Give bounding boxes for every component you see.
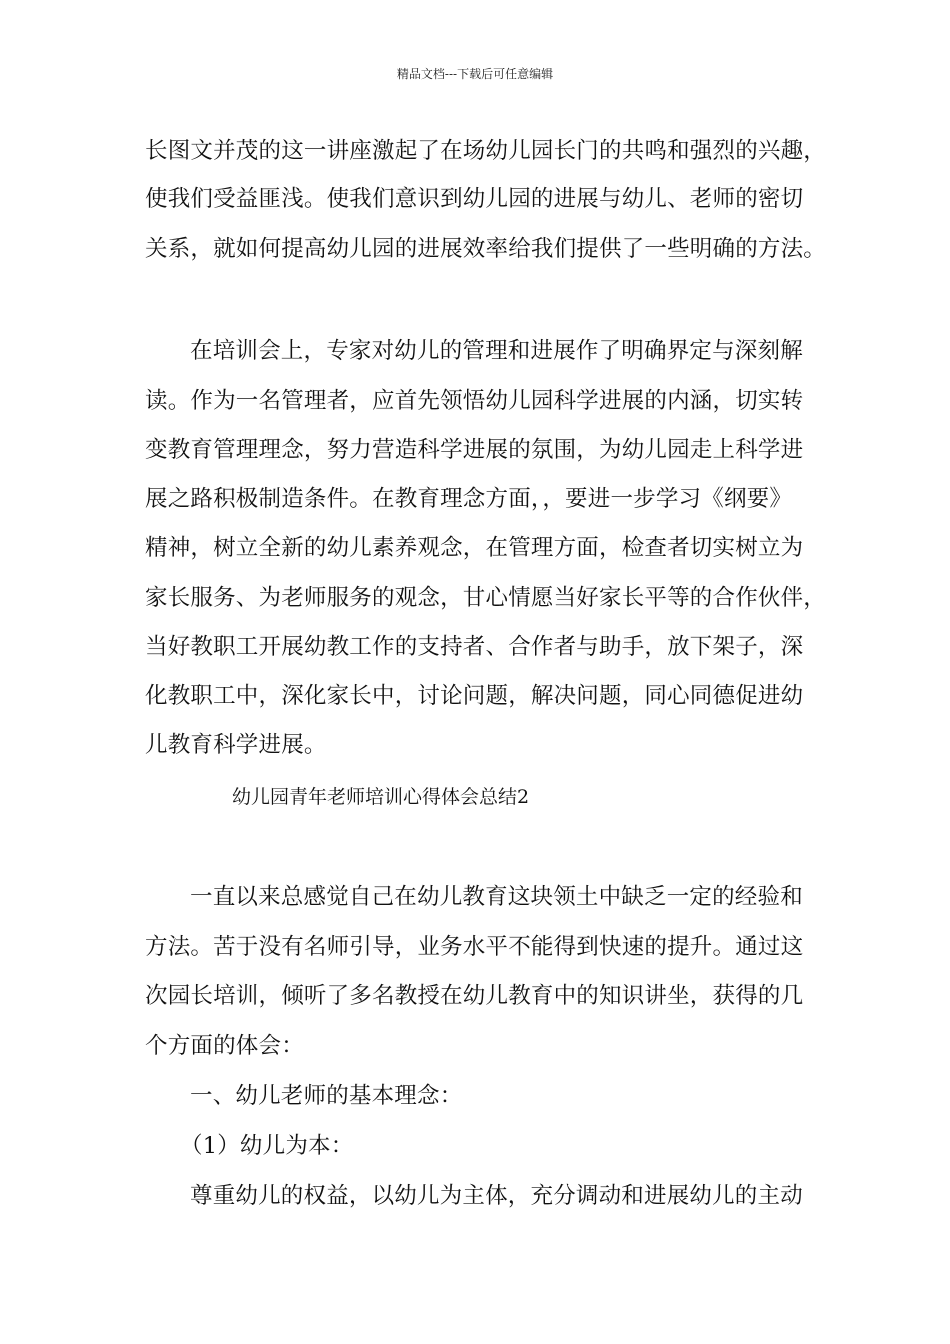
paragraph-1-line-1: 长图文并茂的这一讲座激起了在场幼儿园长门的共鸣和强烈的兴趣， — [145, 138, 827, 164]
paragraph-3-line-2: 方法。苦于没有名师引导，业务水平不能得到快速的提升。通过这 — [145, 934, 804, 960]
paragraph-2-line-9: 儿教育科学进展。 — [145, 732, 327, 758]
paragraph-2-line-1: 在培训会上，专家对幼儿的管理和进展作了明确界定与深刻解 — [190, 338, 803, 364]
paragraph-2-line-6: 家长服务、为老师服务的观念，甘心情愿当好家长平等的合作伙伴， — [145, 585, 827, 611]
paragraph-2-line-5: 精神，树立全新的幼儿素养观念，在管理方面，检查者切实树立为 — [145, 535, 804, 561]
section-heading-1: 一、幼儿老师的基本理念： — [190, 1083, 463, 1109]
paragraph-3-line-3: 次园长培训，倾听了多名教授在幼儿教育中的知识讲坐，获得的几 — [145, 983, 804, 1009]
paragraph-4-line-1: 尊重幼儿的权益，以幼儿为主体，充分调动和进展幼儿的主动 — [190, 1183, 803, 1209]
paragraph-1-line-3: 关系，就如何提高幼儿园的进展效率给我们提供了一些明确的方法。 — [145, 236, 827, 262]
paragraph-2-line-7: 当好教职工开展幼教工作的支持者、合作者与助手，放下架子，深 — [145, 634, 804, 660]
paragraph-2-line-4: 展之路积极制造条件。在教育理念方面，，要进一步学习《纲要》 — [145, 486, 793, 512]
paragraph-2-line-3: 变教育管理理念，努力营造科学进展的氛围，为幼儿园走上科学进 — [145, 437, 804, 463]
paragraph-1-line-2: 使我们受益匪浅。使我们意识到幼儿园的进展与幼儿、老师的密切 — [145, 186, 804, 212]
paragraph-2-line-2: 读。作为一名管理者，应首先领悟幼儿园科学进展的内涵，切实转 — [145, 388, 804, 414]
page-header: 精品文档---下载后可任意编辑 — [396, 67, 554, 81]
paragraph-3-line-4: 个方面的体会： — [145, 1033, 304, 1059]
section-title: 幼儿园青年老师培训心得体会总结2 — [232, 786, 530, 808]
paragraph-3-line-1: 一直以来总感觉自己在幼儿教育这块领土中缺乏一定的经验和 — [190, 884, 803, 910]
subsection-heading-1: （1）幼儿为本： — [180, 1133, 354, 1159]
paragraph-2-line-8: 化教职工中，深化家长中，讨论问题，解决问题，同心同德促进幼 — [145, 683, 804, 709]
